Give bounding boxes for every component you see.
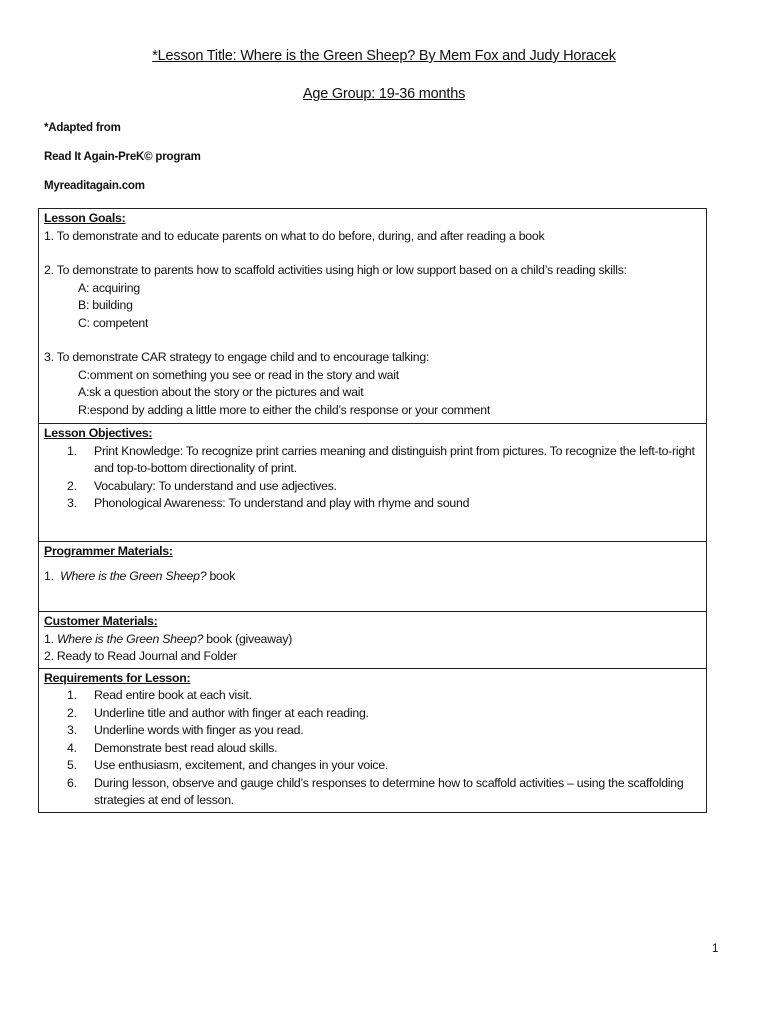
customer-row <box>39 612 707 669</box>
programmer-item: 1. Where is the Green Sheep? book <box>44 568 236 583</box>
age-group: Age Group: 19-36 months <box>302 86 466 102</box>
page-number: 1 <box>712 943 719 955</box>
objectives-heading: Lesson Objectives: <box>44 426 153 440</box>
objectives-row <box>39 424 707 542</box>
objective-item: 3. Phonological Awareness: To understand and play with rhyme and sound <box>67 496 470 510</box>
goal-1: 1. To demonstrate and to educate parents on what to do before, during, and after reading a book <box>44 228 545 243</box>
goal-2-a: A: acquiring <box>78 280 140 295</box>
goal-3-respond: R:espond by adding a little more to either the child’s response or your comment <box>78 402 491 417</box>
lesson-title: *Lesson Title: Where is the Green Sheep? By Mem Fox and Judy Horacek <box>152 48 616 64</box>
requirements-heading: Requirements for Lesson: <box>44 670 191 685</box>
goal-2-b: B: building <box>78 298 133 312</box>
goals-heading: Lesson Goals: <box>44 211 126 225</box>
goal-3-ask: A:sk a question about the story or the pictures and wait <box>78 385 364 399</box>
objective-item: 2. Vocabulary: To understand and use adjectives. <box>67 478 337 493</box>
programmer-row <box>39 542 707 612</box>
objectives-list <box>44 443 700 513</box>
customer-item-2: 2. Ready to Read Journal and Folder <box>44 649 237 663</box>
requirement-item: 3. Underline words with finger as you read. <box>67 723 304 737</box>
requirement-item: 4. Demonstrate best read aloud skills. <box>67 740 278 755</box>
requirement-item: 6. During lesson, observe and gauge child’s responses to determine how to scaffold activities – using the scaffolding strategies at end of lesson. <box>67 775 684 807</box>
requirement-item: 5. Use enthusiasm, excitement, and changes in your voice. <box>67 758 389 772</box>
requirement-item: 2. Underline title and author with finger at each reading. <box>67 705 369 720</box>
program-name: Read It Again-PreK© program <box>44 151 201 163</box>
goal-2-c: C: competent <box>78 315 149 330</box>
goals-row <box>39 209 707 424</box>
requirement-item: 1. Read entire book at each visit. <box>67 688 252 702</box>
requirements-list <box>44 687 700 810</box>
goal-3: 3. To demonstrate CAR strategy to engage child and to encourage talking: <box>44 350 430 364</box>
programmer-heading: Programmer Materials: <box>44 544 173 558</box>
goal-2: 2. To demonstrate to parents how to scaffold activities using high or low support based on a child’s reading skills: <box>44 263 627 277</box>
goal-3-comment: C:omment on something you see or read in the story and wait <box>78 367 399 382</box>
adapted-from: *Adapted from <box>44 122 121 134</box>
website: Myreaditagain.com <box>44 180 145 192</box>
objective-item: 1. Print Knowledge: To recognize print carries meaning and distinguish print from pictures. To recognize the left-to-right and top-to-bottom directionality of print. <box>67 443 695 475</box>
lesson-table <box>38 208 707 813</box>
customer-item-1: 1. Where is the Green Sheep? book (giveaway) <box>44 631 293 646</box>
requirements-row <box>39 668 707 812</box>
customer-heading: Customer Materials: <box>44 614 158 628</box>
